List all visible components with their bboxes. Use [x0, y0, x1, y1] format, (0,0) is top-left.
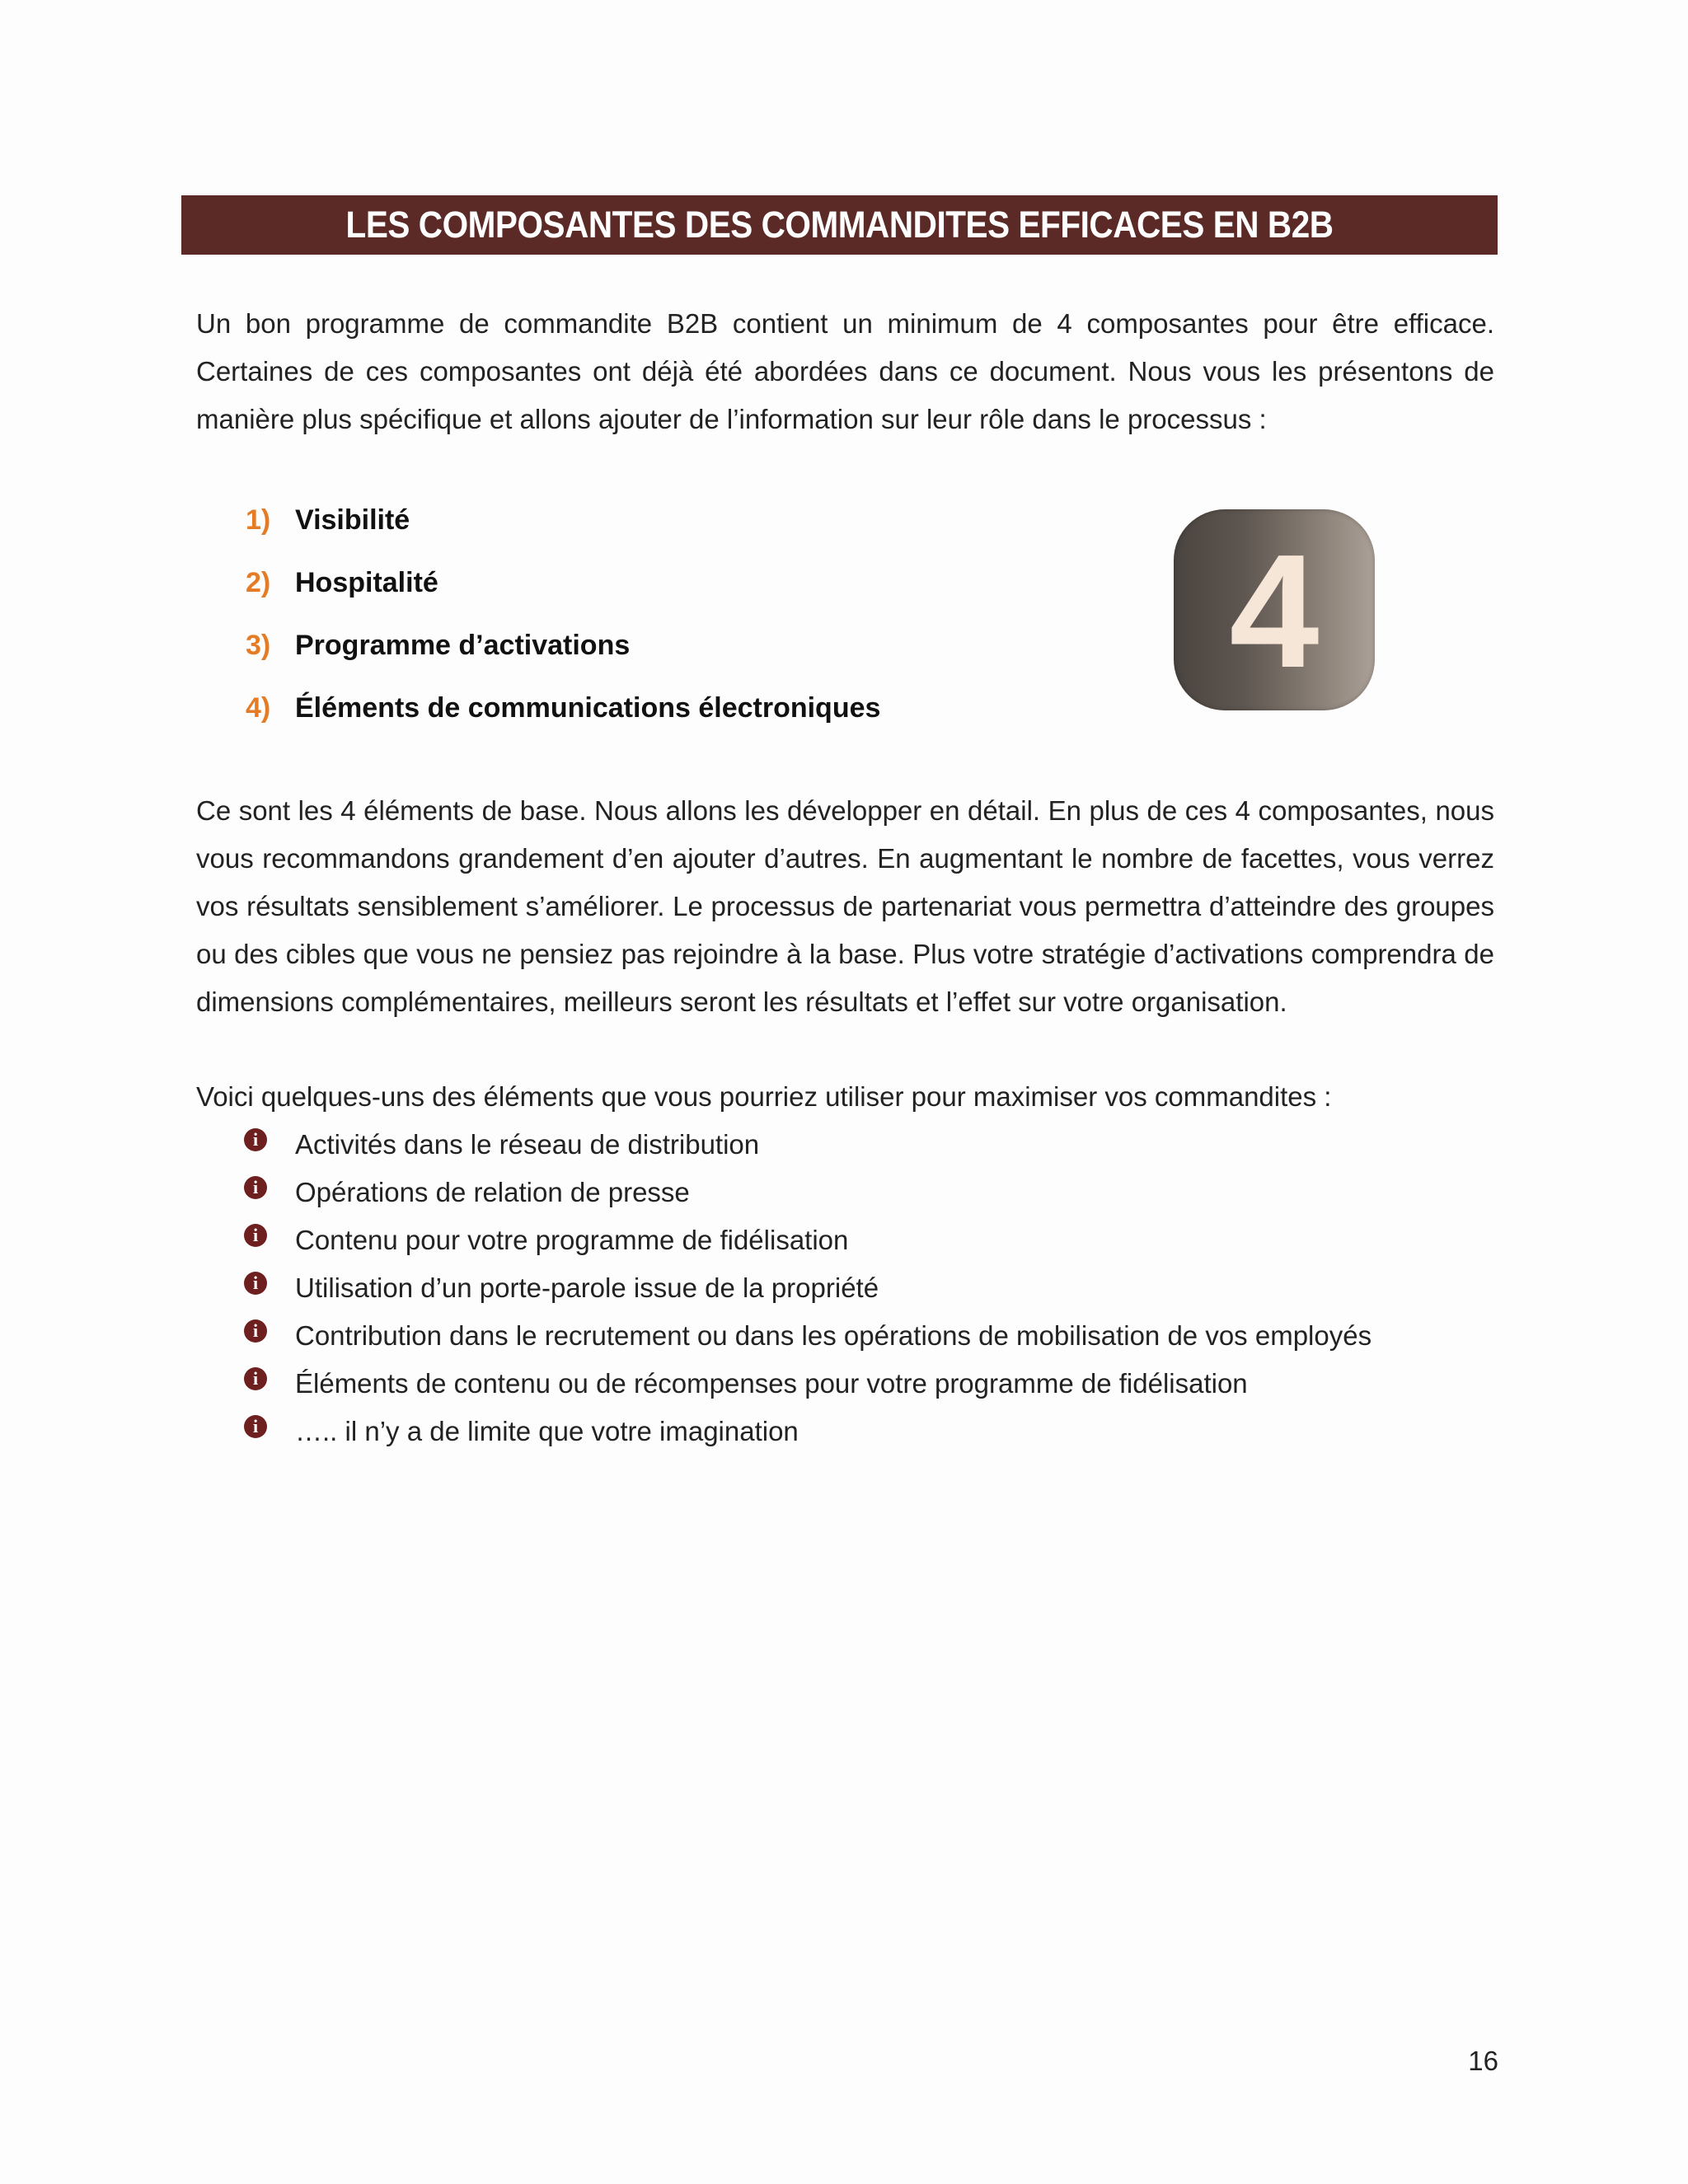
info-icon: i: [244, 1319, 267, 1343]
list-item: [244, 1264, 1372, 1312]
info-icon: i: [244, 1272, 267, 1295]
list-item-label: Contribution dans le recrutement ou dans les opérations de mobilisation de vos employés: [295, 1320, 1372, 1351]
list-item: [244, 1312, 1372, 1360]
list-item: [244, 1408, 1372, 1455]
list-item: [244, 1121, 1372, 1169]
component-label: Éléments de communications électroniques: [295, 691, 881, 724]
section-title-bar: [181, 195, 1498, 255]
list-item-label: Contenu pour votre programme de fidélisation: [295, 1225, 849, 1255]
list-item-label: Éléments de contenu ou de récompenses pour votre programme de fidélisation: [295, 1368, 1248, 1399]
list-item-label: ….. il n’y a de limite que votre imagination: [295, 1416, 799, 1446]
component-label: Visibilité: [295, 504, 410, 536]
component-item: [246, 551, 880, 614]
list-item-label: Opérations de relation de presse: [295, 1177, 690, 1207]
info-icon: i: [244, 1128, 267, 1151]
component-label: Programme d’activations: [295, 629, 631, 661]
component-number: 2): [246, 566, 271, 598]
info-icon: i: [244, 1176, 267, 1199]
info-icon: i: [244, 1415, 267, 1438]
component-number: 4): [246, 691, 271, 724]
component-item: [246, 677, 880, 739]
intro-paragraph: Un bon programme de commandite B2B contient un minimum de 4 composantes pour être efficace. Certaines de ces composantes ont déjà été abordées dans ce document. Nous vous les présentons de manière plus spécifique et allons ajouter de l’information sur leur rôle dans le processus :: [196, 308, 1494, 434]
component-item: [246, 614, 880, 677]
base-paragraph: Ce sont les 4 éléments de base. Nous allons les développer en détail. En plus de ces 4 composantes, nous vous recommandons grandement d’en ajouter d’autres. En augmentant le nombre de facettes, vous verrez vos résultats sensiblement s’améliorer. Le processus de partenariat vous permettra d’atteindre des groupes ou des cibles que vous ne pensiez pas rejoindre à la base. Plus votre stratégie d’activations comprendra de dimensions complémentaires, meilleurs seront les résultats et l’effet sur votre organisation.: [196, 795, 1494, 1017]
component-label: Hospitalité: [295, 566, 438, 598]
list-item: [244, 1169, 1372, 1216]
section-title: LES COMPOSANTES DES COMMANDITES EFFICACES EN B2B: [345, 204, 1334, 246]
list-item-label: Utilisation d’un porte-parole issue de la propriété: [295, 1272, 879, 1303]
components-list: [246, 489, 880, 739]
component-number: 3): [246, 629, 271, 661]
list-item: [244, 1360, 1372, 1408]
info-icon: i: [244, 1367, 267, 1390]
component-item: [246, 489, 880, 551]
page-number: 16: [1468, 2046, 1498, 2076]
info-icon: i: [244, 1224, 267, 1247]
badge-digit: 4: [1229, 521, 1320, 701]
elements-intro: Voici quelques-uns des éléments que vous pourriez utiliser pour maximiser vos commandites :: [196, 1081, 1332, 1112]
elements-list: [244, 1121, 1372, 1455]
number-four-badge: [1174, 509, 1375, 710]
list-item-label: Activités dans le réseau de distribution: [295, 1129, 760, 1160]
component-number: 1): [246, 504, 271, 536]
list-item: [244, 1216, 1372, 1264]
